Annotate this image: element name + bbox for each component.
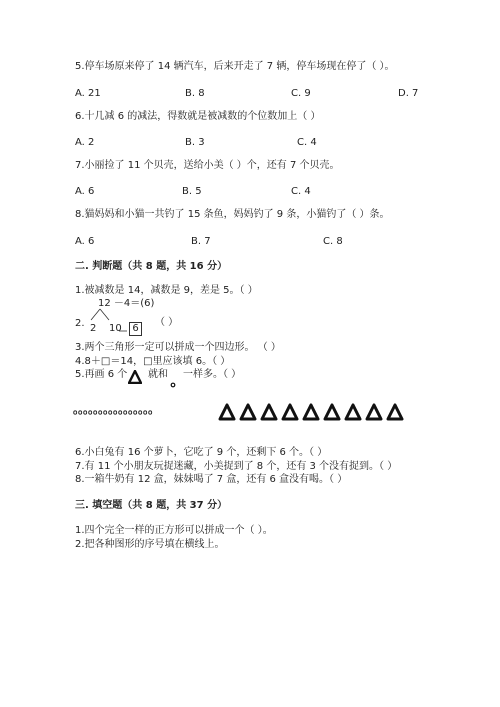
judge-2-part-a: 2 <box>90 323 97 334</box>
question-8-text: 8.猫妈妈和小猫一共钓了 15 条鱼，妈妈钓了 9 条，小猫钓了（ ）条。 <box>75 209 390 220</box>
question-5-option-a: A. 21 <box>75 88 101 99</box>
question-7-option-c: C. 4 <box>291 186 311 197</box>
question-7-text: 7.小丽捡了 11 个贝壳，送给小美（ ）个，还有 7 个贝壳。 <box>75 160 340 171</box>
triangle-icon <box>128 370 142 384</box>
judge-2-arrow <box>119 328 129 334</box>
question-6-option-a: A. 2 <box>75 137 95 148</box>
question-6-text: 6.十几减 6 的减法，得数就是被减数的个位数加上（ ） <box>75 111 321 122</box>
judge-2-equation: 12 －4＝(6) <box>98 298 155 309</box>
question-8-option-c: C. 8 <box>323 236 343 247</box>
question-7-option-a: A. 6 <box>75 186 95 197</box>
judge-4-text: 4.8＋□＝14，□里应该填 6。（ ） <box>75 356 231 367</box>
judge-2-box: 6 <box>129 322 142 336</box>
triangle-icon <box>346 405 360 419</box>
question-5-text: 5.停车场原来停了 14 辆汽车，后来开走了 7 辆，停车场现在停了（ ）。 <box>75 61 395 72</box>
section-2-title: 二. 判断题（共 8 题，共 16 分） <box>75 261 228 272</box>
judge-8-text: 8.一箱牛奶有 12 盒，妹妹喝了 7 盒，还有 6 盒没有喝。（ ） <box>75 474 348 485</box>
triangle-icon <box>241 405 255 419</box>
triangle-icon <box>304 405 318 419</box>
judge-5-circle-row: 。。。。。。。。。。。。。。。。 <box>73 402 160 416</box>
judge-1-text: 1.被减数是 14，减数是 9，差是 5。（ ） <box>75 285 258 296</box>
question-7-option-b: B. 5 <box>182 186 202 197</box>
judge-5-text-b: 就和 <box>148 369 168 380</box>
triangle-icon <box>283 405 297 419</box>
question-6-option-c: C. 4 <box>297 137 317 148</box>
judge-5-text-c: 一样多。（ ） <box>183 369 242 380</box>
judge-5-triangle-row <box>218 402 414 422</box>
question-8-option-a: A. 6 <box>75 236 95 247</box>
judge-2-paren: （ ） <box>155 317 179 328</box>
circle-icon <box>170 382 176 388</box>
triangle-icon <box>220 405 234 419</box>
triangle-icon <box>325 405 339 419</box>
triangle-icon <box>262 405 276 419</box>
fill-2-text: 2.把各种图形的序号填在横线上。 <box>75 539 225 550</box>
judge-2-part-b: 10 <box>109 323 122 334</box>
question-5-option-c: C. 9 <box>291 88 311 99</box>
fill-1-text: 1.四个完全一样的正方形可以拼成一个（ ）。 <box>75 525 273 536</box>
judge-2-prefix: 2. <box>75 318 85 329</box>
question-5-option-b: B. 8 <box>185 88 205 99</box>
triangle-icon <box>367 405 381 419</box>
judge-3-text: 3.两个三角形一定可以拼成一个四边形。 （ ） <box>75 342 281 353</box>
triangle-icon <box>388 405 402 419</box>
judge-6-text: 6.小白兔有 16 个萝卜，它吃了 9 个，还剩下 6 个。（ ） <box>75 447 328 458</box>
question-5-option-d: D. 7 <box>398 88 419 99</box>
judge-7-text: 7.有 11 个小朋友玩捉迷藏，小美捉到了 8 个，还有 3 个没有捉到。（ ） <box>75 461 398 472</box>
section-3-title: 三. 填空题（共 8 题，共 37 分） <box>75 500 228 511</box>
question-8-option-b: B. 7 <box>191 236 211 247</box>
question-6-option-b: B. 3 <box>185 137 205 148</box>
judge-2-split-lines <box>88 308 112 322</box>
judge-5-text-a: 5.再画 6 个 <box>75 369 128 380</box>
